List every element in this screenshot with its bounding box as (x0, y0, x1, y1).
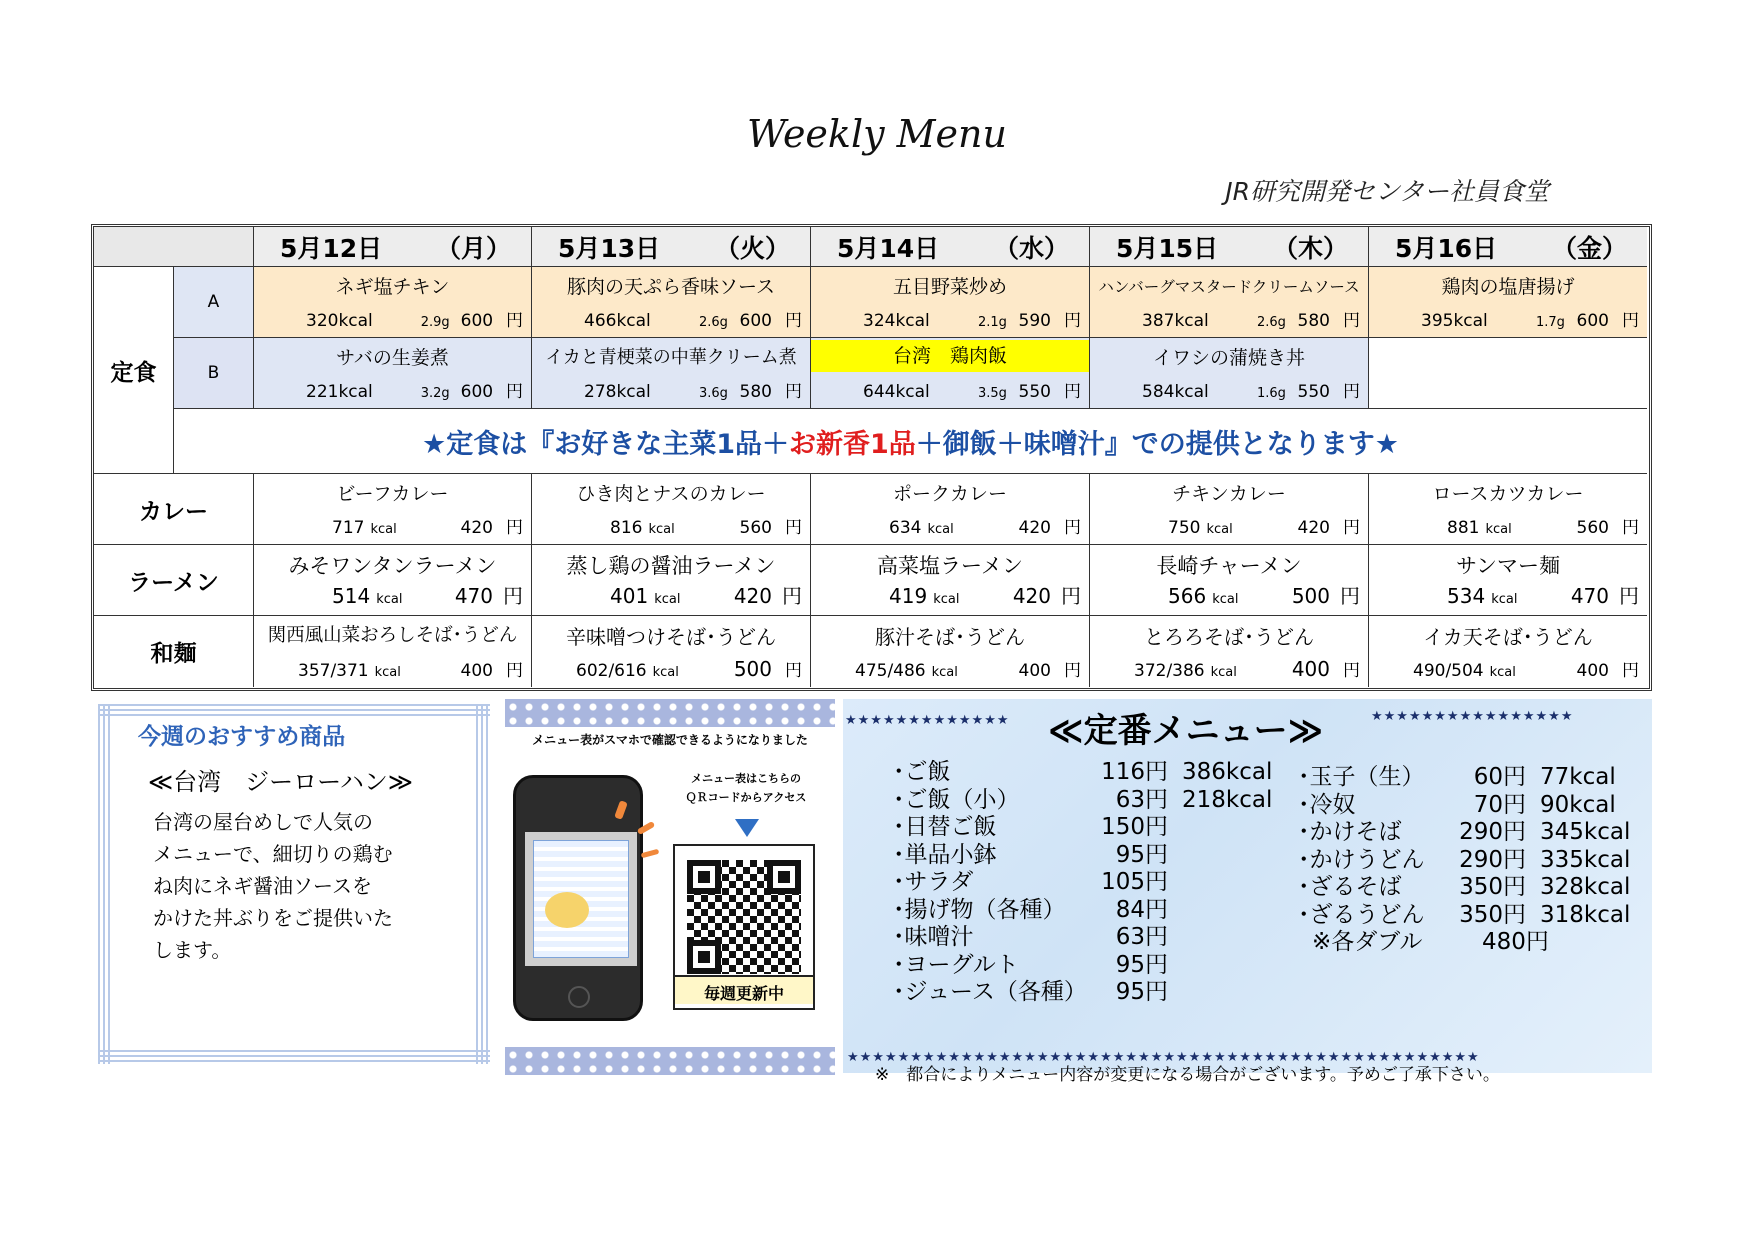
item-name: ･日替ご飯 (893, 814, 997, 840)
dish-name: 長崎チャーメン (1156, 554, 1302, 578)
teishoku-notice (174, 409, 1647, 474)
item-name: ･ざるうどん (1298, 901, 1425, 928)
kcal-value: 584kcal (1142, 382, 1209, 402)
curry-item (532, 474, 811, 545)
kcal-unit: kcal (1212, 592, 1239, 607)
price: 500 (733, 657, 772, 681)
yen-unit: 円 (1064, 382, 1081, 402)
ramen-item (254, 545, 532, 616)
price: 560 (1576, 518, 1609, 538)
set-b-item (811, 338, 1090, 409)
yen-unit: 円 (1343, 311, 1360, 331)
yen-unit: 円 (1343, 382, 1360, 402)
dish-name: イカと青梗菜の中華クリーム煮 (545, 347, 797, 368)
description-line: メニューで、細切りの鶏む (153, 842, 393, 866)
item-price: 84円 (1115, 896, 1168, 923)
item-price: 105円 (1101, 869, 1168, 895)
salt-value: 3.6g (699, 386, 728, 401)
item-price: 116円 (1101, 759, 1168, 785)
ramen-label: ラーメン (94, 545, 254, 616)
dish-name: とろろそば･うどん (1144, 625, 1314, 649)
standard-menu-panel (843, 699, 1652, 1073)
price: 420 (733, 584, 772, 608)
kcal-value: 278kcal (584, 382, 651, 402)
kcal-value: 401 (610, 584, 649, 608)
qr-instruction-line: ＱＲコードからアクセス (685, 791, 807, 804)
kcal-unit: kcal (1485, 522, 1512, 537)
dish-name: みそワンタンラーメン (288, 554, 497, 578)
price: 580 (739, 382, 772, 402)
item-name: ･かけうどん (1298, 846, 1425, 873)
yen-unit: 円 (1343, 661, 1360, 681)
curry-item (1090, 474, 1369, 545)
set-b-item (532, 338, 811, 409)
double-note (1298, 929, 1622, 957)
list-item (1298, 874, 1631, 902)
item-kcal (1168, 897, 1264, 925)
recommended-dish: ≪台湾 ジーローハン≫ (148, 768, 414, 796)
curry-item (1369, 474, 1647, 545)
standard-list-right (1298, 764, 1631, 957)
list-item (893, 786, 1273, 815)
list-item (893, 924, 1264, 952)
item-kcal (1168, 924, 1264, 952)
price: 420 (1012, 584, 1051, 608)
dish-name: 高菜塩ラーメン (877, 554, 1023, 578)
salt-value: 2.6g (699, 315, 728, 330)
dish-name: サンマー麺 (1456, 554, 1560, 578)
item-kcal (1168, 979, 1264, 1007)
set-a-item (1369, 267, 1647, 338)
day-of-week: （木） (1272, 233, 1348, 263)
item-kcal: 77kcal (1540, 764, 1616, 790)
day-date: 5月16日 (1395, 233, 1498, 263)
yen-unit: 円 (1340, 584, 1360, 608)
weekly-update-label: 毎週更新中 (675, 975, 813, 1004)
home-button-icon (568, 986, 590, 1008)
yen-unit: 円 (506, 311, 523, 331)
qr-code-frame[interactable] (673, 844, 815, 1010)
price: 420 (460, 518, 493, 538)
kcal-unit: kcal (1206, 522, 1233, 537)
kcal-value: 602/616 (576, 661, 647, 681)
dish-name: ネギ塩チキン (335, 276, 450, 298)
dish-name: サバの生姜煮 (336, 347, 449, 369)
qr-finder-pattern (767, 860, 801, 894)
price: 560 (739, 518, 772, 538)
dish-name: チキンカレー (1172, 483, 1286, 505)
yen-unit: 円 (1622, 661, 1639, 681)
yen-unit: 円 (503, 584, 523, 608)
item-name: ･揚げ物（各種） (893, 896, 1066, 923)
list-item (1298, 792, 1622, 820)
yen-unit: 円 (1064, 518, 1081, 538)
yen-unit: 円 (1343, 518, 1360, 538)
star-border: ★★★★★★★★★★★★★★★★ (1371, 709, 1574, 724)
item-kcal (1168, 952, 1264, 980)
kcal-value: 419 (889, 584, 928, 608)
weekly-menu-table (91, 224, 1652, 691)
price: 400 (1018, 661, 1051, 681)
description-line: します。 (153, 938, 232, 962)
teishoku-label: 定食 (94, 267, 174, 474)
price: 400 (460, 661, 493, 681)
item-name: ･ご飯 (893, 759, 951, 785)
recommendation-heading: 今週のおすすめ商品 (138, 724, 346, 750)
kcal-unit: kcal (374, 665, 401, 680)
down-arrow-icon (735, 819, 759, 837)
kcal-value: 320kcal (306, 311, 373, 331)
yen-unit: 円 (1061, 584, 1081, 608)
price: 600 (1576, 311, 1609, 331)
kcal-unit: kcal (648, 522, 675, 537)
day-header-tue (532, 227, 811, 267)
price: 550 (1297, 382, 1330, 402)
item-price: 350円 (1459, 901, 1526, 928)
double-price: 480円 (1482, 929, 1549, 955)
kcal-unit: kcal (652, 665, 679, 680)
list-item (893, 842, 1264, 870)
day-header-wed (811, 227, 1090, 267)
price: 600 (460, 382, 494, 402)
yen-unit: 円 (506, 661, 523, 681)
day-header-mon (254, 227, 532, 267)
qr-instructions (671, 769, 821, 807)
qr-announcement: メニュー表がスマホで確認できるようになりました (532, 733, 808, 747)
item-name: ･サラダ (893, 869, 974, 895)
list-item (1298, 819, 1631, 847)
dish-name: 関西風山菜おろしそば･うどん (267, 625, 518, 646)
kcal-unit: kcal (370, 522, 397, 537)
double-label: ※各ダブル (1312, 929, 1423, 955)
kcal-value: 881 (1447, 518, 1480, 538)
price: 580 (1297, 311, 1330, 331)
kcal-unit: kcal (1491, 592, 1518, 607)
star-border: ★★★★★★★★★★★★★★★★★★★★★★★★★★★★★★★★★★★★★★★★★★★★★★★★★★ (847, 1050, 1480, 1065)
salt-value: 3.5g (978, 386, 1007, 401)
description-line: かけた丼ぶりをご提供いた (153, 906, 393, 930)
kcal-unit: kcal (1210, 665, 1237, 680)
ramen-item (1369, 545, 1647, 616)
kcal-value: 514 (332, 584, 371, 608)
dish-name: 鶏肉の塩唐揚げ (1441, 276, 1575, 298)
phone-screen (525, 832, 637, 966)
kcal-value: 717 (332, 518, 365, 538)
wamen-item (1369, 616, 1647, 687)
item-kcal (1168, 869, 1264, 897)
recommendation-box (98, 704, 490, 1064)
curry-item (254, 474, 532, 545)
dish-name: 豚汁そば･うどん (875, 625, 1025, 649)
set-a-item (532, 267, 811, 338)
kcal-value: 566 (1168, 584, 1207, 608)
list-item (893, 869, 1264, 897)
item-price: 150円 (1101, 814, 1168, 840)
day-date: 5月15日 (1116, 233, 1219, 263)
standard-list-left (893, 759, 1273, 1007)
wamen-label: 和麺 (94, 616, 254, 687)
item-price: 95円 (1115, 951, 1168, 978)
wamen-item (811, 616, 1090, 687)
ramen-item (1090, 545, 1369, 616)
dish-name: ハンバーグマスタードクリームソース (1098, 278, 1360, 296)
decorative-band (505, 1047, 835, 1075)
list-item (893, 814, 1264, 842)
qr-finder-pattern (687, 940, 721, 974)
item-price: 70円 (1473, 791, 1526, 818)
price: 550 (1018, 382, 1051, 402)
day-header-thu (1090, 227, 1369, 267)
set-b-item (254, 338, 532, 409)
star-border: ★★★★★★★★★★★★★ (845, 713, 1010, 728)
yen-unit: 円 (785, 661, 802, 681)
yen-unit: 円 (506, 382, 523, 402)
kcal-value: 490/504 (1413, 661, 1484, 681)
description-line: ね肉にネギ醤油ソースを (153, 874, 372, 898)
yen-unit: 円 (785, 518, 802, 538)
qr-panel (505, 699, 835, 1075)
salt-value: 2.1g (978, 315, 1007, 330)
sparkle-icon (641, 849, 660, 858)
kcal-value: 816 (610, 518, 643, 538)
menu-thumbnail-accent (545, 892, 589, 928)
yen-unit: 円 (1619, 584, 1639, 608)
item-price: 95円 (1115, 841, 1168, 868)
item-kcal: 386kcal (1182, 759, 1273, 785)
standard-menu-title: ≪定番メニュー≫ (1048, 711, 1324, 751)
item-price: 290円 (1459, 819, 1526, 845)
wamen-item (254, 616, 532, 687)
kcal-value: 372/386 (1134, 661, 1205, 681)
item-name: ･ヨーグルト (893, 951, 1019, 978)
day-of-week: （水） (993, 233, 1069, 263)
kcal-value: 534 (1447, 584, 1486, 608)
decorative-stripes (476, 704, 490, 1064)
yen-unit: 円 (785, 382, 802, 402)
decorative-stripes (98, 704, 490, 718)
kcal-unit: kcal (931, 665, 958, 680)
dish-name: イカ天そば･うどん (1423, 625, 1593, 649)
item-name: ･ざるそば (1298, 874, 1402, 900)
kcal-value: 750 (1168, 518, 1201, 538)
price: 470 (1570, 584, 1609, 608)
item-price: 350円 (1459, 874, 1526, 900)
dish-name: ひき肉とナスのカレー (576, 483, 766, 505)
item-kcal (1168, 842, 1264, 870)
item-name: ･玉子（生） (1298, 764, 1425, 790)
wamen-item (1090, 616, 1369, 687)
kcal-value: 466kcal (584, 311, 651, 331)
ramen-item (532, 545, 811, 616)
kcal-value: 357/371 (298, 661, 369, 681)
yen-unit: 円 (1622, 518, 1639, 538)
day-of-week: （金） (1551, 233, 1627, 263)
list-item (1298, 901, 1631, 930)
list-item (893, 952, 1264, 980)
salt-value: 2.9g (420, 315, 450, 330)
list-item (893, 759, 1273, 787)
price: 590 (1018, 311, 1051, 331)
kcal-value: 395kcal (1421, 311, 1488, 331)
dish-name: 辛味噌つけそば･うどん (566, 625, 776, 649)
kcal-value: 221kcal (306, 382, 373, 402)
kcal-unit: kcal (1489, 665, 1516, 680)
notice-text-3: ＋御飯＋味噌汁』での提供となります★ (915, 428, 1399, 460)
price: 400 (1576, 661, 1609, 681)
notice-text-1: ★定食は『お好きな主菜1品＋ (421, 428, 789, 460)
dish-name: 豚肉の天ぷら香味ソース (566, 276, 776, 298)
description-line: 台湾の屋台めしで人気の (153, 810, 373, 834)
day-of-week: （火） (714, 233, 790, 263)
dish-name: ポークカレー (892, 483, 1007, 505)
item-name: ･かけそば (1298, 819, 1402, 845)
set-a-label: A (174, 267, 254, 338)
kcal-unit: kcal (933, 592, 960, 607)
item-kcal (1168, 814, 1264, 842)
corner-cell (94, 227, 254, 267)
price: 400 (1291, 657, 1330, 681)
salt-value: 3.2g (420, 386, 450, 401)
item-name: ･冷奴 (1298, 791, 1356, 818)
price: 420 (1297, 518, 1330, 538)
yen-unit: 円 (1064, 311, 1081, 331)
yen-unit: 円 (1064, 661, 1081, 681)
disclaimer-note: ※ 都合によりメニュー内容が変更になる場合がございます。予めご了承下さい。 (875, 1065, 1500, 1085)
recommendation-description (153, 806, 433, 966)
set-b-empty (1369, 338, 1647, 409)
yen-unit: 円 (506, 518, 523, 538)
day-header-fri (1369, 227, 1647, 267)
kcal-unit: kcal (927, 522, 954, 537)
salt-value: 1.7g (1536, 315, 1565, 330)
kcal-value: 324kcal (863, 311, 930, 331)
kcal-value: 644kcal (863, 382, 930, 402)
list-item (893, 979, 1264, 1007)
kcal-unit: kcal (376, 592, 403, 607)
item-price: 63円 (1115, 786, 1168, 813)
price: 600 (739, 311, 772, 331)
dish-name: 五目野菜炒め (892, 276, 1007, 298)
dish-name: イワシの蒲焼き丼 (1152, 347, 1305, 369)
price: 600 (460, 311, 494, 331)
set-b-label: B (174, 338, 254, 409)
decorative-stripes (98, 1050, 490, 1064)
qr-instruction-line: メニュー表はこちらの (691, 772, 801, 785)
list-item (1298, 846, 1631, 875)
list-item (1298, 764, 1622, 792)
item-name: ･ご飯（小） (893, 786, 1020, 813)
ramen-item (811, 545, 1090, 616)
set-b-item (1090, 338, 1369, 409)
item-kcal: 218kcal (1182, 786, 1273, 813)
item-name: ･ジュース（各種） (893, 979, 1087, 1005)
qr-finder-pattern (687, 860, 721, 894)
price: 420 (1018, 518, 1051, 538)
notice-text-2: お新香1品 (788, 428, 916, 460)
decorative-stripes (98, 704, 112, 1064)
yen-unit: 円 (782, 584, 802, 608)
item-price: 95円 (1115, 979, 1168, 1005)
item-name: ･単品小鉢 (893, 841, 997, 868)
dish-name: 蒸し鶏の醤油ラーメン (566, 554, 776, 578)
yen-unit: 円 (1622, 311, 1639, 331)
list-item (893, 897, 1264, 925)
day-date: 5月13日 (558, 233, 661, 263)
item-kcal: 90kcal (1540, 791, 1616, 818)
dish-name-highlighted: 台湾 鶏肉飯 (811, 340, 1089, 372)
yen-unit: 円 (785, 311, 802, 331)
dish-name: ロースカツカレー (1432, 483, 1584, 505)
wamen-item (532, 616, 811, 687)
salt-value: 1.6g (1257, 386, 1286, 401)
day-date: 5月14日 (837, 233, 940, 263)
salt-value: 2.6g (1257, 315, 1286, 330)
item-name: ･味噌汁 (893, 924, 974, 950)
set-a-item (254, 267, 532, 338)
item-kcal: 345kcal (1540, 819, 1631, 845)
item-kcal: 328kcal (1540, 874, 1631, 900)
item-price: 63円 (1115, 924, 1168, 950)
kcal-value: 475/486 (855, 661, 926, 681)
cafeteria-name: JR研究開発センター社員食堂 (1225, 177, 1549, 206)
day-date: 5月12日 (280, 233, 383, 263)
day-of-week: （月） (435, 233, 511, 263)
curry-item (811, 474, 1090, 545)
set-a-item (811, 267, 1090, 338)
kcal-unit: kcal (654, 592, 681, 607)
item-kcal: 318kcal (1540, 901, 1631, 928)
item-price: 290円 (1459, 846, 1526, 873)
kcal-value: 634 (889, 518, 922, 538)
kcal-value: 387kcal (1142, 311, 1209, 331)
set-a-item (1090, 267, 1369, 338)
price: 470 (454, 584, 493, 608)
qr-code-icon[interactable] (687, 860, 801, 974)
page-title: Weekly Menu (746, 112, 1007, 156)
curry-label: カレー (94, 474, 254, 545)
dish-name: ビーフカレー (336, 483, 449, 505)
item-price: 60円 (1473, 764, 1526, 790)
item-kcal: 335kcal (1540, 846, 1631, 873)
decorative-band (505, 699, 835, 727)
price: 500 (1291, 584, 1330, 608)
